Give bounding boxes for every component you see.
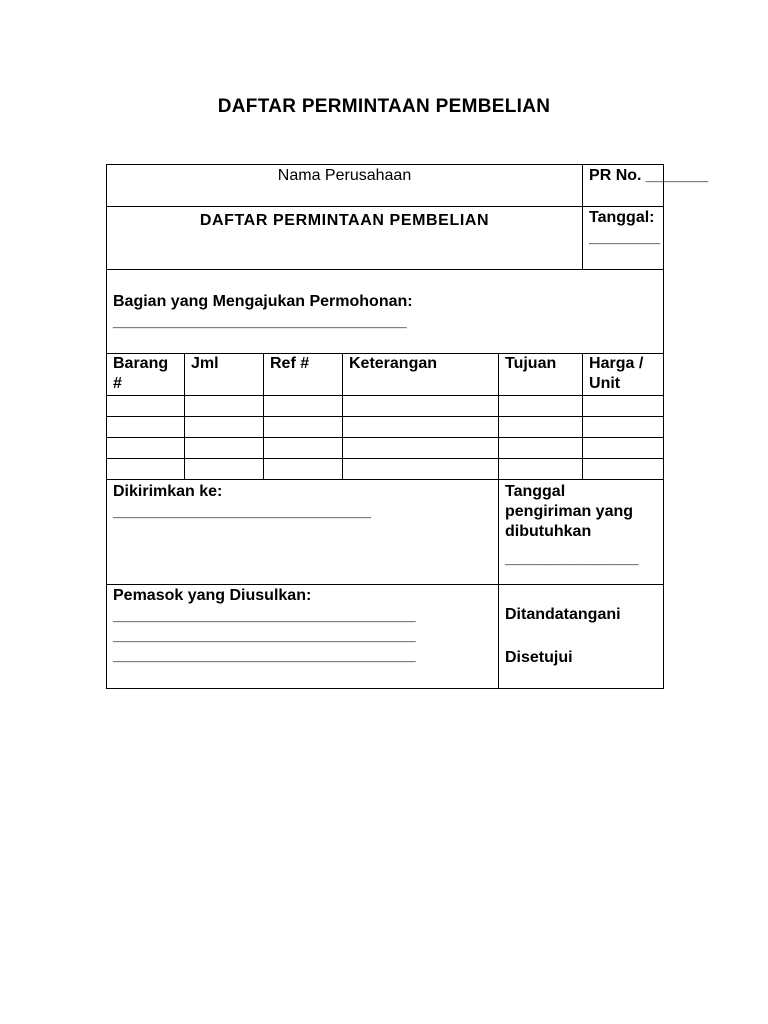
header-row-2 bbox=[107, 207, 664, 270]
ship-to-label: Dikirimkan ke: bbox=[113, 483, 223, 500]
ship-to-cell[interactable] bbox=[107, 480, 499, 585]
table-row bbox=[107, 417, 664, 438]
header-row-1 bbox=[107, 165, 664, 207]
table-cell[interactable] bbox=[343, 438, 499, 459]
table-cell[interactable] bbox=[499, 459, 583, 480]
department-row bbox=[107, 270, 664, 354]
table-row bbox=[107, 396, 664, 417]
supplier-label: Pemasok yang Diusulkan: bbox=[113, 587, 312, 604]
table-cell[interactable] bbox=[264, 417, 343, 438]
date-label: Tanggal: bbox=[589, 209, 655, 226]
department-cell[interactable] bbox=[107, 270, 664, 354]
required-date-label-line-2: pengiriman yang bbox=[505, 503, 634, 520]
form-title-cell bbox=[107, 207, 583, 270]
table-row bbox=[107, 459, 664, 480]
table-cell[interactable] bbox=[185, 396, 264, 417]
table-cell[interactable] bbox=[499, 438, 583, 459]
table-cell[interactable] bbox=[185, 417, 264, 438]
shipping-row bbox=[107, 480, 664, 585]
required-date-label-line-3: dibutuhkan bbox=[505, 523, 592, 540]
pr-number-label: PR No. _______ bbox=[589, 167, 709, 184]
date-cell[interactable] bbox=[583, 207, 664, 270]
table-cell[interactable] bbox=[107, 459, 185, 480]
table-cell[interactable] bbox=[583, 459, 664, 480]
column-header-ref: Ref # bbox=[264, 354, 343, 396]
document-title: DAFTAR PERMINTAAN PEMBELIAN bbox=[217, 96, 551, 117]
date-blank: ________ bbox=[589, 229, 661, 246]
items-header-row bbox=[107, 354, 664, 396]
approved-label: Disetujui bbox=[505, 649, 573, 666]
table-cell[interactable] bbox=[107, 438, 185, 459]
table-cell[interactable] bbox=[264, 459, 343, 480]
table-cell[interactable] bbox=[264, 438, 343, 459]
column-header-purpose: Tujuan bbox=[499, 354, 583, 396]
purchase-request-form bbox=[106, 164, 709, 689]
company-name-label: Nama Perusahaan bbox=[277, 167, 412, 184]
table-cell[interactable] bbox=[583, 417, 664, 438]
table-cell[interactable] bbox=[343, 396, 499, 417]
column-header-unit-price: Harga / Unit bbox=[583, 354, 664, 396]
column-header-description: Keterangan bbox=[343, 354, 499, 396]
table-cell[interactable] bbox=[185, 459, 264, 480]
table-cell[interactable] bbox=[499, 417, 583, 438]
department-label: Bagian yang Mengajukan Permohonan: bbox=[113, 293, 413, 310]
company-name-cell bbox=[107, 165, 583, 207]
supplier-row bbox=[107, 585, 664, 689]
supplier-cell[interactable] bbox=[107, 585, 499, 689]
required-date-blank: _______________ bbox=[505, 550, 639, 567]
supplier-blank-1: __________________________________ bbox=[113, 607, 416, 624]
table-cell[interactable] bbox=[583, 396, 664, 417]
supplier-blank-2: __________________________________ bbox=[113, 627, 416, 644]
required-date-label-line-1: Tanggal bbox=[505, 483, 566, 500]
table-cell[interactable] bbox=[499, 396, 583, 417]
table-cell[interactable] bbox=[107, 396, 185, 417]
signature-cell[interactable] bbox=[499, 585, 664, 689]
ship-to-blank: _____________________________ bbox=[113, 503, 372, 520]
table-cell[interactable] bbox=[343, 417, 499, 438]
signed-label: Ditandatangani bbox=[505, 606, 621, 623]
table-cell[interactable] bbox=[264, 396, 343, 417]
table-cell[interactable] bbox=[343, 459, 499, 480]
required-date-cell[interactable] bbox=[499, 480, 664, 585]
column-header-item-number: Barang # bbox=[107, 354, 185, 396]
form-title: DAFTAR PERMINTAAN PEMBELIAN bbox=[199, 212, 490, 229]
pr-number-cell[interactable] bbox=[583, 165, 709, 207]
column-header-quantity: Jml bbox=[185, 354, 264, 396]
table-cell[interactable] bbox=[185, 438, 264, 459]
supplier-blank-3: __________________________________ bbox=[113, 647, 416, 664]
table-row bbox=[107, 438, 664, 459]
table-cell[interactable] bbox=[107, 417, 185, 438]
department-blank: _________________________________ bbox=[113, 313, 407, 330]
table-cell[interactable] bbox=[583, 438, 664, 459]
